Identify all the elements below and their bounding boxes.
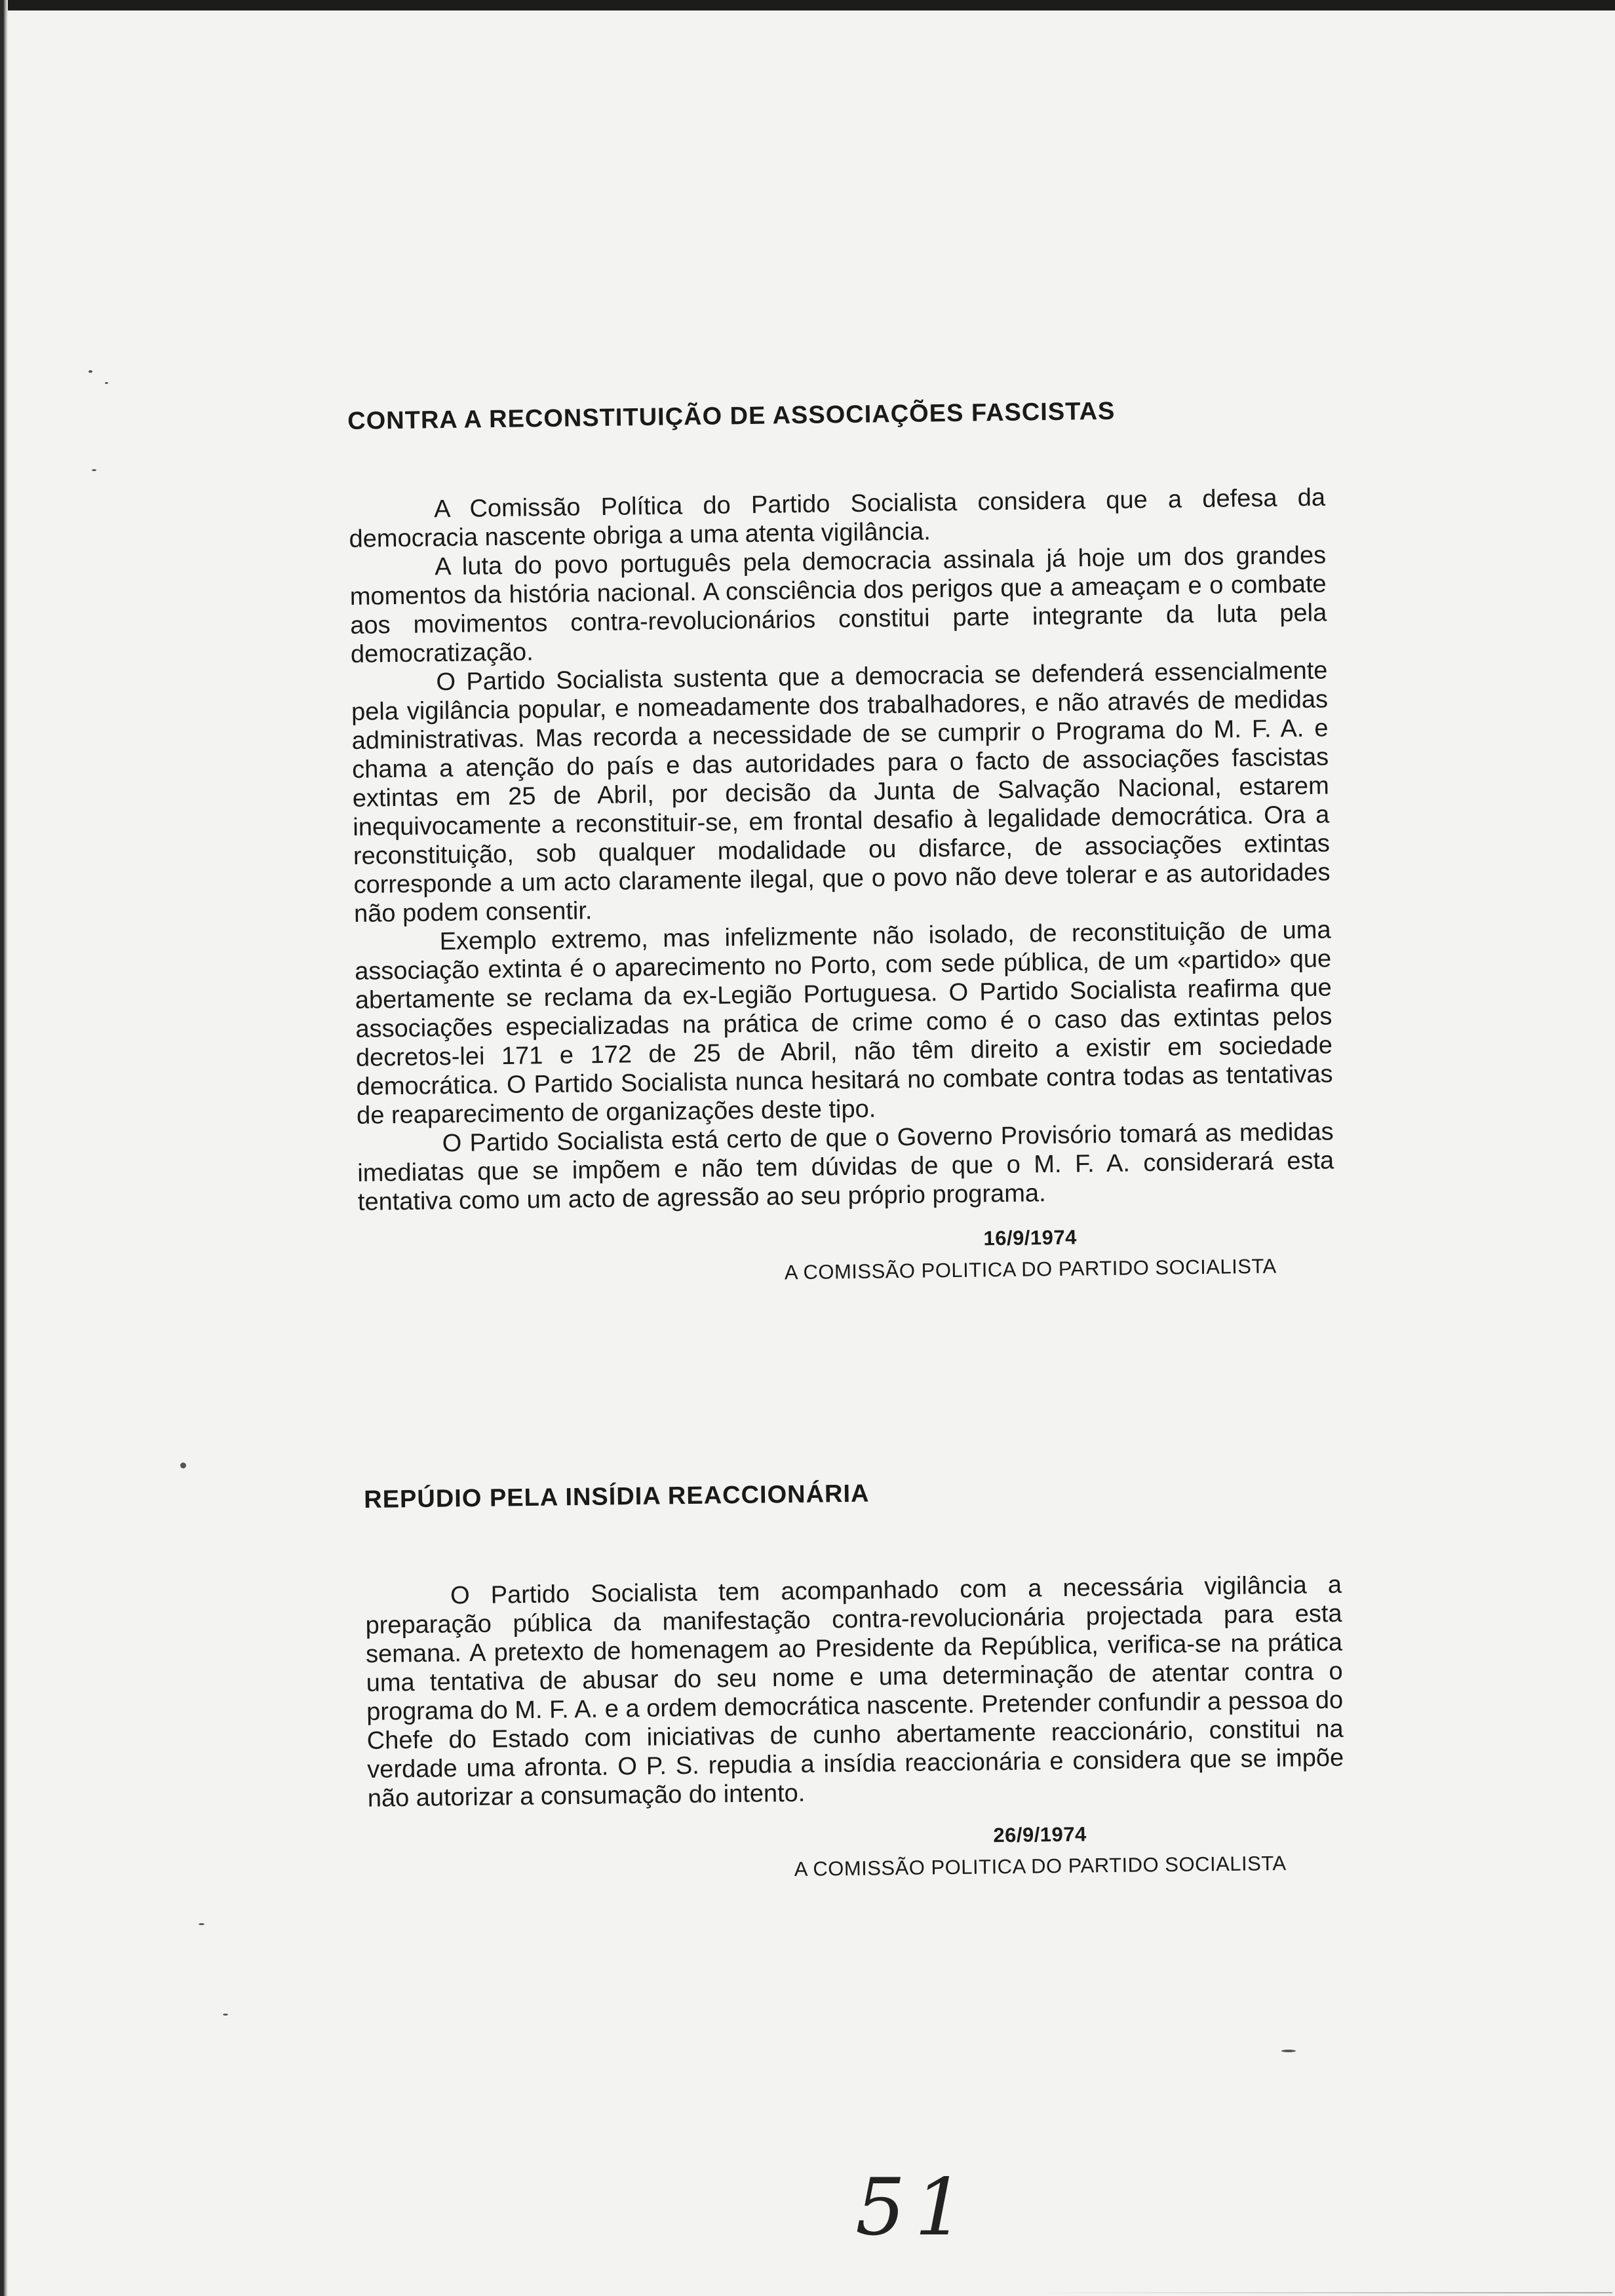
scan-speck (1281, 2050, 1296, 2052)
scan-speck (105, 382, 108, 384)
scan-speck (223, 2014, 228, 2016)
signature-block (358, 1218, 1335, 1293)
scan-speck (92, 469, 96, 471)
signature-block (368, 1816, 1345, 1890)
page-number: 51 (855, 2162, 974, 2253)
signature: A COMISSÃO POLITICA DO PARTIDO SOCIALISTA (794, 1851, 1287, 1881)
scan-speck (199, 1923, 204, 1925)
section-heading: REPÚDIO PELA INSÍDIA REACCIONÁRIA (364, 1480, 870, 1514)
section-heading: CONTRA A RECONSTITUIÇÃO DE ASSOCIAÇÕES FASCISTAS (347, 397, 1116, 435)
paragraph: Exemplo extremo, mas infelizmente não isolado, de reconstituição de uma associação extinta é o aparecimento no Porto, com sede pública, de um «partido» que abertamente se reclama da ex-Legião Portuguesa. O Partido Socialista reafirma que associações especializadas na prática de crime como é o caso das extintas pelos decretos-lei 171 e 172 de 25 de Abril, não têm direito a existir em sociedade democrática. O Partido Socialista nunca hesitará no combate contra todas as tentativas de reaparecimento de organizações deste tipo. (354, 916, 1333, 1130)
scan-border-left (0, 0, 8, 2296)
paragraph: A Comissão Política do Partido Socialista considera que a defesa da democracia nascente obriga a uma atenta vigilância. (349, 484, 1326, 553)
paragraph: O Partido Socialista tem acompanhado com a necessária vigilância a preparação pública da manifestação contra-revolucionária projectada para esta semana. A pretexto de homenagem ao Presidente da República, verifica-se na prática uma tentativa de abusar do seu nome e uma determinação de atentar contra o programa do M. F. A. e a ordem democrática nascente. Pretender confundir a pessoa do Chefe do Estado com iniciativas de cunho abertamente reaccionário, constitui na verdade uma afronta. O P. S. repudia a insídia reaccionária e considera que se impõe não autorizar a consumação do intento. (365, 1571, 1344, 1812)
scan-speck (180, 1463, 186, 1468)
scan-speck (88, 370, 92, 373)
statement-date: 26/9/1974 (993, 1822, 1087, 1847)
statement-section-1 (347, 394, 1336, 1293)
paragraph: O Partido Socialista está certo de que o Governo Provisório tomará as medidas imediatas que se impõem e não tem dúvidas de que o M. F. A. considerará esta tentativa como um acto de agressão ao seu próprio programa. (357, 1118, 1334, 1216)
statement-date: 16/9/1974 (983, 1225, 1078, 1250)
signature: A COMISSÃO POLITICA DO PARTIDO SOCIALISTA (784, 1254, 1277, 1284)
paragraph: A luta do povo português pela democracia assinala já hoje um dos grandes momentos da história nacional. A consciência dos perigos que a ameaçam e o combate aos movimentos contra-revolucionários constitui parte integrante da luta pela democratização. (349, 541, 1327, 668)
paragraph: O Partido Socialista sustenta que a democracia se defenderá essencialmente pela vigilância popular, e nomeadamente dos trabalhadores, e não através de medidas administrativas. Mas recorda a necessidade de se cumprir o Programa do M. F. A. e chama a atenção do país e das autoridades para o facto de associações fascistas extintas em 25 de Abril, por decisão da Junta de Salvação Nacional, estarem inequivocamente a reconstituir-se, em frontal desafio à legalidade democrática. Ora a reconstituição, sob qualquer modalidade ou disfarce, de associações extintas corresponde a um acto claramente ilegal, que o povo não deve tolerar e as autoridades não podem consentir. (351, 657, 1331, 928)
statement-section-2 (364, 1474, 1345, 1890)
scan-border-top (0, 0, 1615, 10)
scan-line-bottom (1036, 2292, 1612, 2293)
